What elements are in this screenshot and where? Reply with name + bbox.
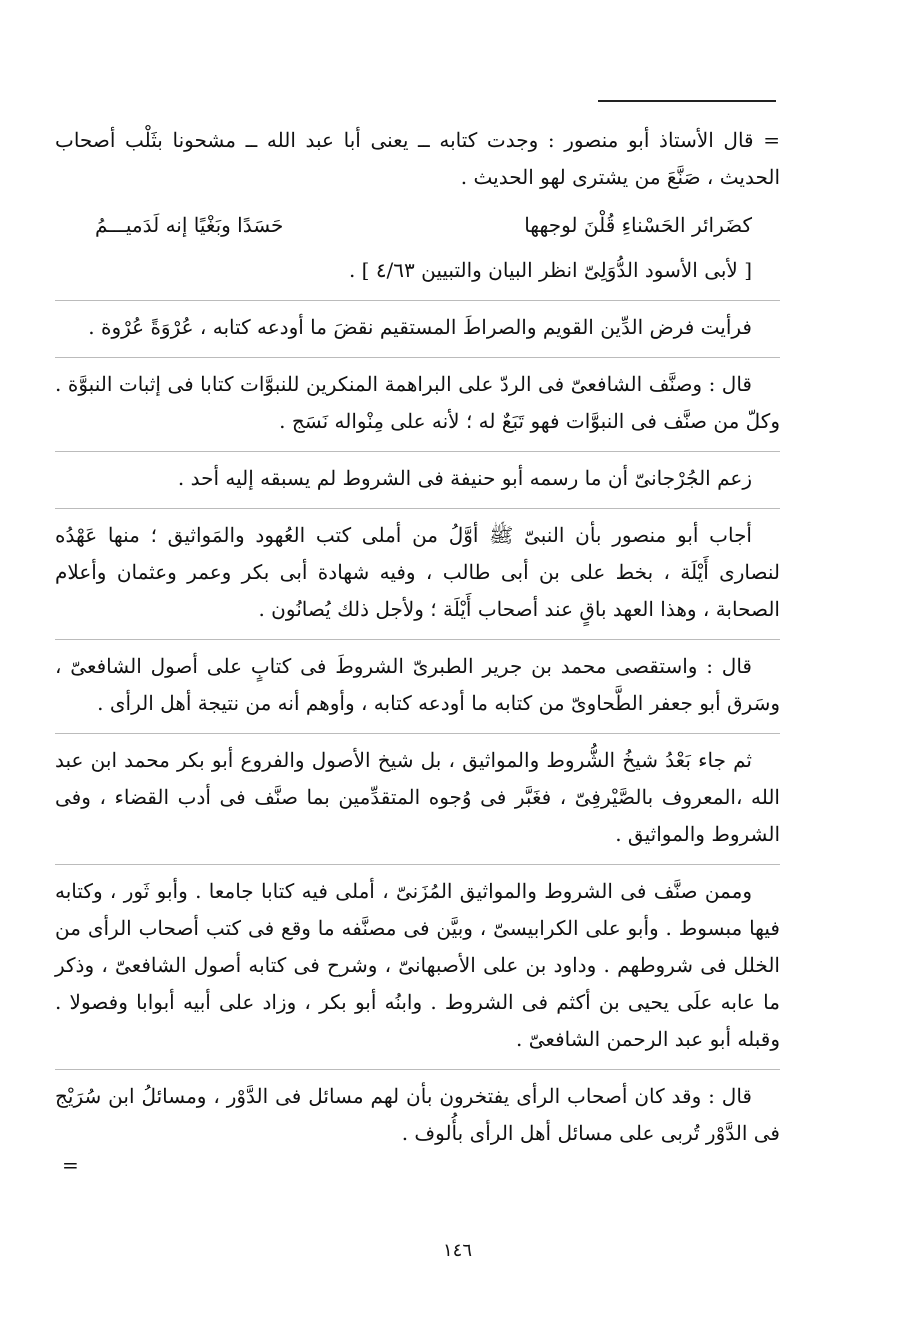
paragraph-2: فرأيت فرض الدِّين القويم والصراطَ المستقيم نقضَ ما أودعه كتابه ، عُرْوَةً عُرْوة . (88, 315, 752, 339)
paragraph-divider (55, 639, 780, 640)
footnote-separator-rule (598, 100, 776, 102)
paragraph-7: ثم جاء بَعْدُ شيخُ الشُّروط والمواثيق ، بل شيخ الأصول والفروع أبو بكر محمد ابن عبد الله ،المعروف بالصَّيْرفِىّ ، فغَبَّر فى وُجوه المتقدِّمين بما صنَّف فى أدب القضاء ، وفى الشروط والمواثيق . (55, 748, 780, 846)
paragraph-5: أجاب أبو منصور بأن النبىّ ﷺ أوَّلُ من أملى كتب العُهود والمَواثيق ؛ منها عَهْدُه لنصارى أَيْلَة ، بخط على بن أبى طالب ، وفيه شهادة أبى بكر وعمر وعثمان وأعلام الصحابة ، وهذا العهد باقٍ عند أصحاب أَيْلَة ؛ ولأجل ذلك يُصانُون . (55, 523, 780, 621)
verse-line (55, 207, 780, 244)
paragraph-6: قال : واستقصى محمد بن جرير الطبرىّ الشروطَ فى كتابٍ على أصول الشافعىّ ، وسَرق أبو جعفر الطَّحاوىّ من كتابه ما أودعه كتابه ، وأوهم أنه من نتيجة أهل الرأى . (55, 654, 780, 715)
paragraph-4: زعم الجُرْجانىّ أن ما رسمه أبو حنيفة فى الشروط لم يسبقه إليه أحد . (177, 466, 752, 490)
verse-attribution: [ لأبى الأسود الدُّوَلِىّ انظر البيان والتبيين ٤/٦٣ ] . (348, 258, 752, 282)
paragraph-3: قال : وصنَّف الشافعىّ فى الردّ على البراهمة المنكرين للنبوَّات كتابا فى إثبات النبوَّة . وكلّ من صنَّف فى النبوَّات فهو تَبَعٌ له ؛ لأنه على مِنْواله نَسَج . (55, 372, 780, 433)
paragraph-divider (55, 508, 780, 509)
paragraph-divider (55, 300, 780, 301)
paragraph-divider (55, 733, 780, 734)
verse-second-hemistich: حَسَدًا وبَغْيًا إنه لَدَميـــمُ (95, 213, 284, 237)
paragraph-divider (55, 864, 780, 865)
paragraph-divider (55, 451, 780, 452)
verse-first-hemistich: كضَرائر الحَسْناءِ قُلْنَ لوجهها (524, 213, 752, 237)
page-body (55, 120, 780, 1163)
paragraph-1: = قال الأستاذ أبو منصور : وجدت كتابه ــ يعنى أبا عبد الله ــ مشحونا بثَلْب أصحاب الحديث ، صَنَّعَ من يشترى لهو الحديث . (55, 128, 780, 189)
paragraph-divider (55, 357, 780, 358)
paragraph-divider (55, 1069, 780, 1070)
paragraph-8: وممن صنَّف فى الشروط والمواثيق المُزَنىّ ، أملى فيه كتابا جامعا . وأبو ثَور ، وكتابه فيها مبسوط . وأبو على الكرابيسىّ ، وبيَّن فى مصنَّفه ما وقع فى كتب أصحاب الرأى من الخلل فى شروطهم . وداود بن على الأصبهانىّ ، وشرح فى كتابه أصول الشافعىّ ، وذكر ما عابه علَى يحيى بن أكثم فى الشروط . وابنُه أبو بكر ، وزاد على أبيه أبوابا وفصولا . وقبله أبو عبد الرحمن الشافعىّ . (55, 879, 780, 1051)
page-number: ١٤٦ (442, 1240, 472, 1261)
paragraph-9: قال : وقد كان أصحاب الرأى يفتخرون بأن لهم مسائل فى الدَّوْر ، ومسائلُ ابن سُرَيْج فى الدَّوْر تُربى على مسائل أهل الرأى بأُلوف . (55, 1084, 780, 1145)
continuation-mark: = (62, 1153, 79, 1177)
